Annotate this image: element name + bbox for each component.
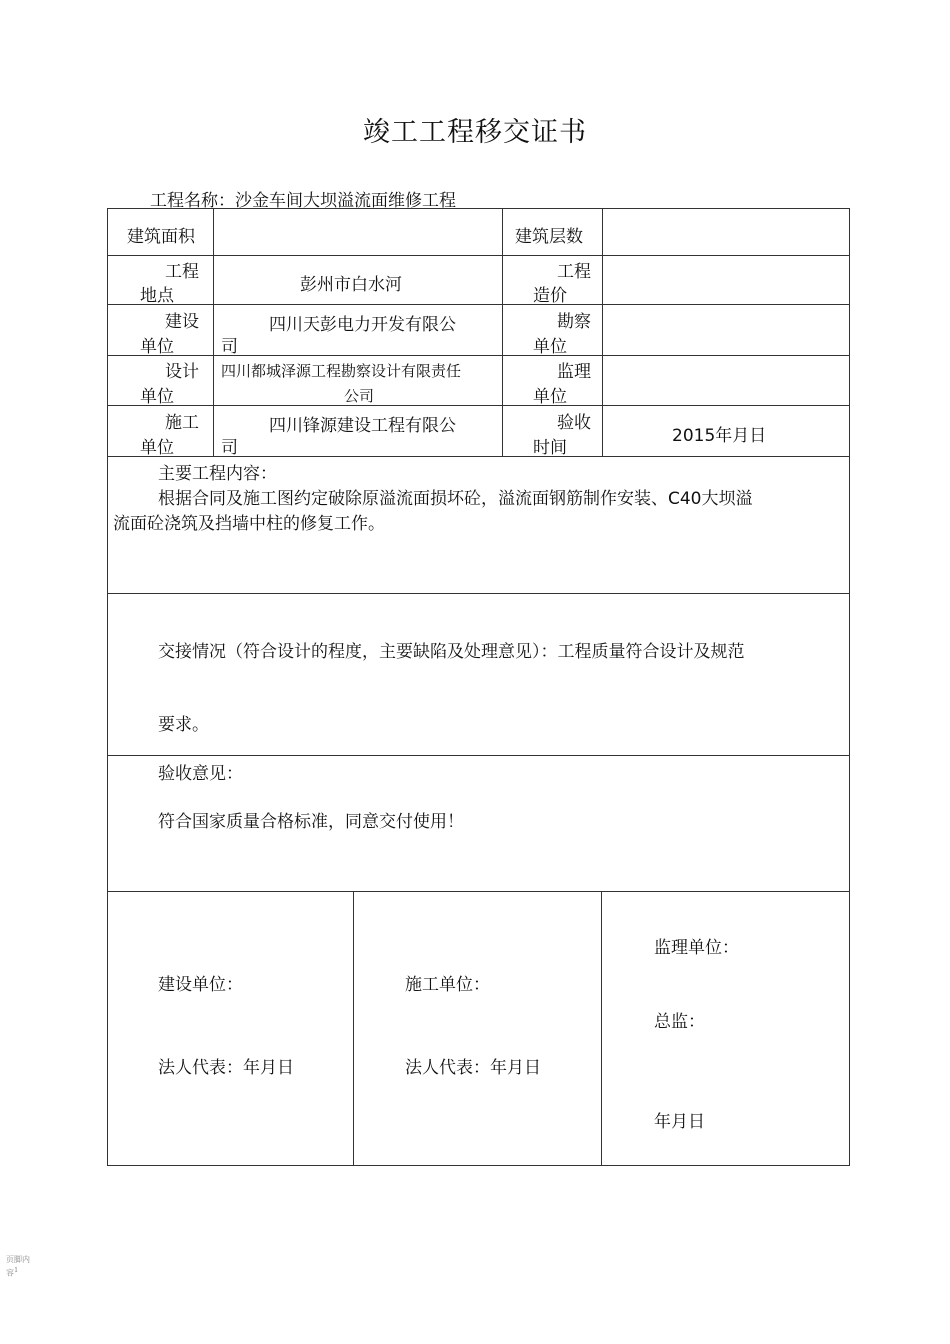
value-construction-b: 司 [221, 438, 238, 458]
value-building-area [213, 208, 503, 256]
label-construction-b: 单位 [140, 438, 174, 458]
label-location-b: 地点 [140, 286, 174, 306]
concrete-grade: C40 [668, 489, 702, 509]
label-building-floors: 建筑层数 [515, 227, 583, 247]
value-survey [602, 304, 850, 356]
label-acceptance-time-a: 验收 [557, 413, 591, 433]
handover-section [107, 593, 850, 756]
acceptance-opinion-text: 符合国家质量合格标准，同意交付使用！ [158, 812, 464, 832]
label-building-area: 建筑面积 [127, 227, 195, 247]
value-construction-a: 四川锋源建设工程有限公 [269, 416, 456, 436]
project-name-value: 沙金车间大坝溢流面维修工程 [235, 191, 456, 211]
value-supervision [602, 355, 850, 406]
signature-contractor-cell [353, 891, 602, 1166]
label-cost-b: 造价 [533, 286, 567, 306]
handover-line-2: 要求。 [158, 715, 209, 735]
value-cost [602, 255, 850, 305]
signature-contractor-unit: 施工单位： [405, 975, 490, 995]
label-design-a: 设计 [165, 362, 199, 382]
label-construction-a: 施工 [165, 413, 199, 433]
handover-line-1: 交接情况（符合设计的程度，主要缺陷及处理意见）：工程质量符合设计及规范 [158, 642, 745, 662]
label-supervision-b: 单位 [533, 387, 567, 407]
main-content-line-2: 流面砼浇筑及挡墙中柱的修复工作。 [113, 514, 385, 534]
value-location: 彭州市白水河 [300, 275, 402, 295]
main-content-line-1-b: 大坝溢 [701, 489, 753, 509]
label-acceptance-time-b: 时间 [533, 438, 567, 458]
value-design-a: 四川都城泽源工程勘察设计有限责任 [221, 362, 462, 380]
value-building-floors [602, 208, 850, 256]
main-content-heading: 主要工程内容： [158, 464, 277, 484]
value-design-b: 公司 [344, 387, 375, 405]
document-title: 竣工工程移交证书 [363, 117, 587, 148]
label-location-a: 工程 [165, 262, 199, 282]
signature-supervisor-chief: 总监： [654, 1012, 705, 1032]
signature-supervisor-date: 年月日 [654, 1112, 705, 1132]
footer-line-1: 页脚内 [6, 1255, 30, 1264]
label-client-b: 单位 [140, 337, 174, 357]
signature-client-cell [107, 891, 354, 1166]
acceptance-opinion-heading: 验收意见： [158, 764, 243, 784]
label-supervision-a: 监理 [557, 362, 591, 382]
label-cost-a: 工程 [557, 262, 591, 282]
footer-line-2-text: 容 [6, 1268, 14, 1278]
value-acceptance-time [672, 421, 766, 446]
label-survey-b: 单位 [533, 337, 567, 357]
signature-contractor-rep: 法人代表：年月日 [405, 1058, 541, 1078]
signature-client-rep: 法人代表：年月日 [158, 1058, 294, 1078]
project-name-label: 工程名称： [150, 191, 235, 211]
label-survey-a: 勘察 [557, 312, 591, 332]
acceptance-year: 2015 [672, 426, 716, 446]
signature-supervisor-unit: 监理单位： [654, 938, 739, 958]
label-design-b: 单位 [140, 387, 174, 407]
main-content-line-1 [158, 484, 753, 509]
value-client-b: 司 [221, 337, 238, 357]
footer-page-number: 1 [14, 1266, 19, 1274]
signature-client-unit: 建设单位： [158, 975, 243, 995]
page-footer [6, 1254, 36, 1279]
footer-line-2 [6, 1265, 36, 1279]
acceptance-date-rest: 年月日 [715, 426, 767, 446]
value-client-a: 四川天彭电力开发有限公 [269, 315, 456, 335]
label-client-a: 建设 [165, 312, 199, 332]
main-content-line-1-a: 根据合同及施工图约定破除原溢流面损坏砼，溢流面钢筋制作安装、 [158, 489, 668, 509]
